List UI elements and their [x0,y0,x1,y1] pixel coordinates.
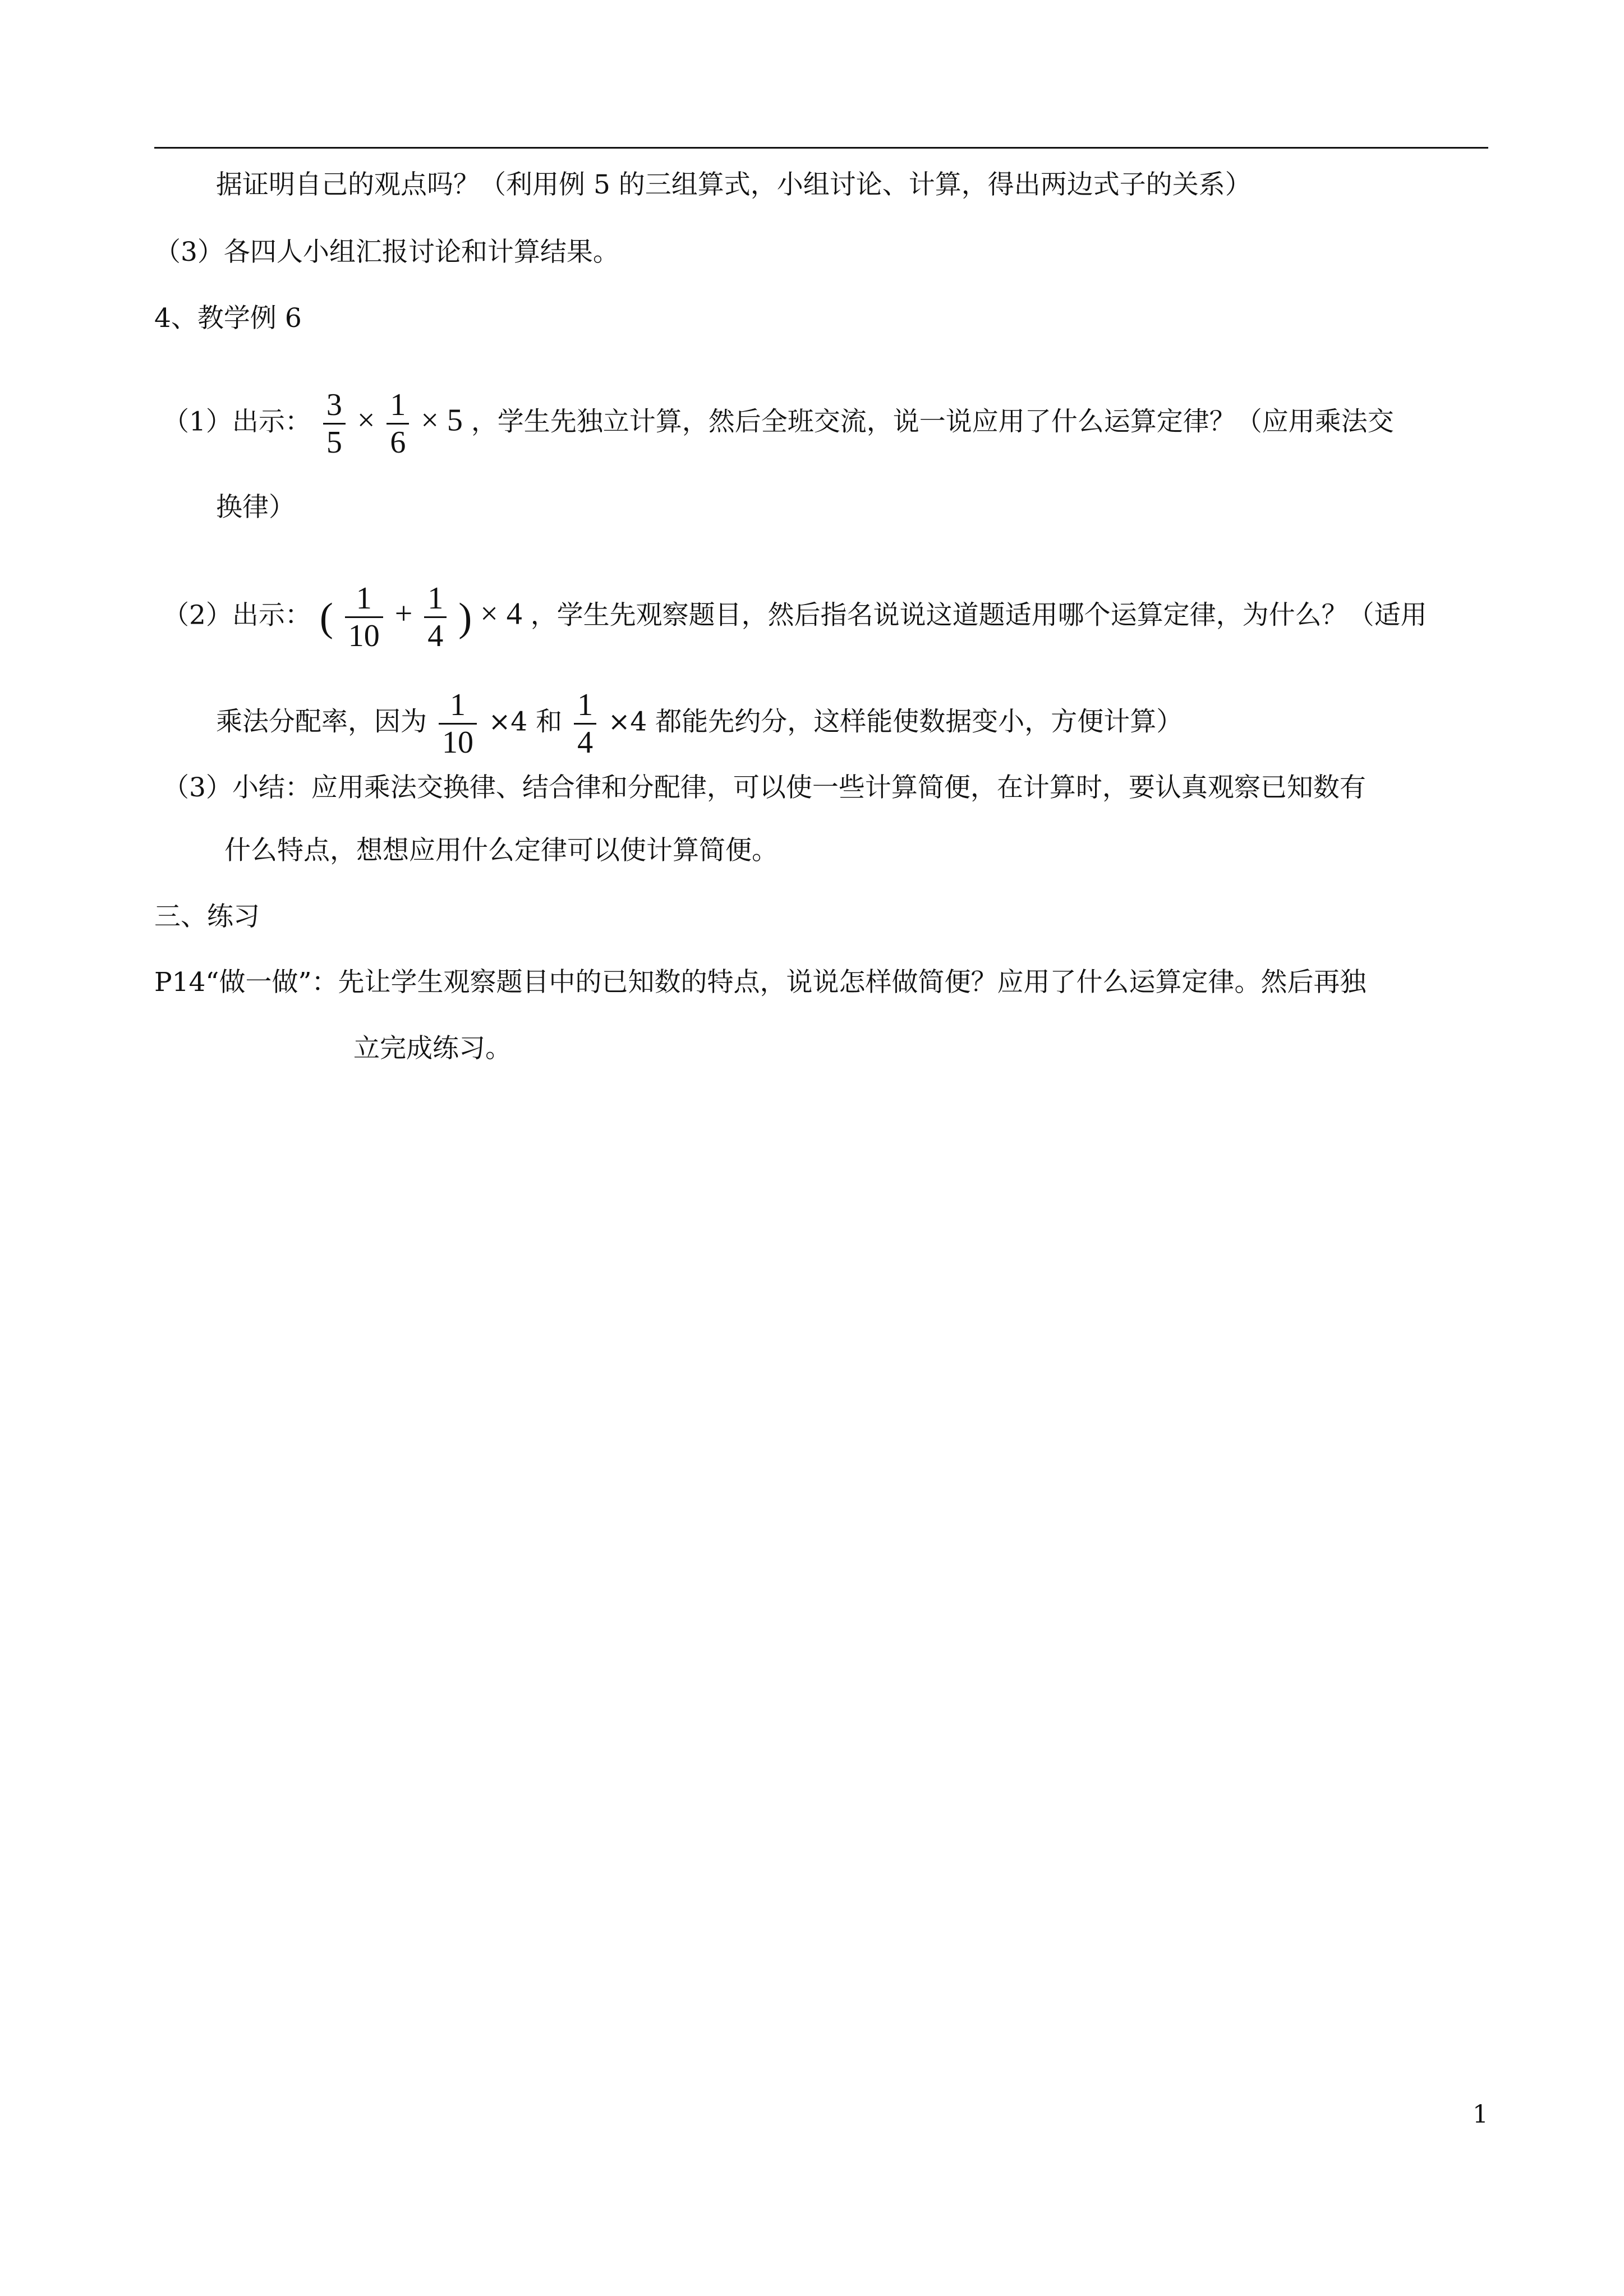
text-line-7 [216,687,1183,760]
fraction-denominator: 10 [441,725,473,760]
left-paren: ( [319,594,333,640]
text-line-5: 换律） [216,492,295,523]
line-7-part-c: ×4 都能先约分，这样能使数据变小，方便计算） [608,706,1183,737]
text-line-11: P14“做一做”：先让学生观察题目中的已知数的特点，说说怎样做简便？应用了什么运算定律。然后再独 [154,967,1367,998]
fraction-numerator: 3 [326,388,342,422]
text-line-12: 立完成练习。 [353,1033,512,1064]
times-symbol: × [421,403,439,438]
page-number: 1 [1473,2100,1488,2129]
fraction-numerator: 1 [390,388,406,422]
fraction-denominator: 4 [577,725,594,760]
fraction-1-10 [345,580,383,654]
line-7-part-b: ×4 和 [488,706,563,737]
plus-symbol: + [394,596,413,631]
number-five: 5 [447,403,463,438]
fraction-1-10-inline [439,687,477,760]
fraction-3-5 [323,387,346,460]
times-symbol: × [480,596,498,631]
times-symbol: × [357,403,375,438]
text-line-1: 据证明自己的观点吗？（利用例 5 的三组算式，小组讨论、计算，得出两边式子的关系） [216,169,1252,200]
fraction-numerator: 1 [356,581,372,616]
fraction-denominator: 6 [390,425,406,460]
fraction-1-4 [424,580,447,654]
text-line-summary: （3）小结：应用乘法交换律、结合律和分配律，可以使一些计算简便，在计算时，要认真观察已知数有 [163,772,1366,803]
show-1-prefix: （1）出示： [163,406,311,437]
section-heading-practice: 三、练习 [154,901,260,932]
line-7-part-a: 乘法分配率，因为 [216,706,427,737]
header-rule [154,147,1488,149]
text-line-show-1 [163,387,1394,460]
fraction-denominator: 5 [326,425,342,460]
show-1-suffix: ，学生先独立计算，然后全班交流，说一说应用了什么运算定律？（应用乘法交 [471,406,1394,437]
number-four: 4 [506,596,522,631]
text-line-2: （3）各四人小组汇报讨论和计算结果。 [154,237,619,268]
fraction-numerator: 1 [577,688,594,722]
show-2-suffix: ，学生先观察题目，然后指名说说这道题适用哪个运算定律，为什么？（适用 [530,600,1427,631]
fraction-numerator: 1 [449,688,466,722]
fraction-denominator: 10 [348,619,380,653]
text-line-9: 什么特点，想想应用什么定律可以使计算简便。 [224,835,778,866]
fraction-denominator: 4 [427,619,444,653]
right-paren: ) [458,594,472,640]
text-line-show-2 [163,580,1427,654]
fraction-1-6 [387,387,409,460]
fraction-numerator: 1 [427,581,444,616]
fraction-1-4-inline [574,687,596,760]
section-heading-example-6: 4、教学例 6 [154,303,302,334]
show-2-prefix: （2）出示： [163,600,311,631]
